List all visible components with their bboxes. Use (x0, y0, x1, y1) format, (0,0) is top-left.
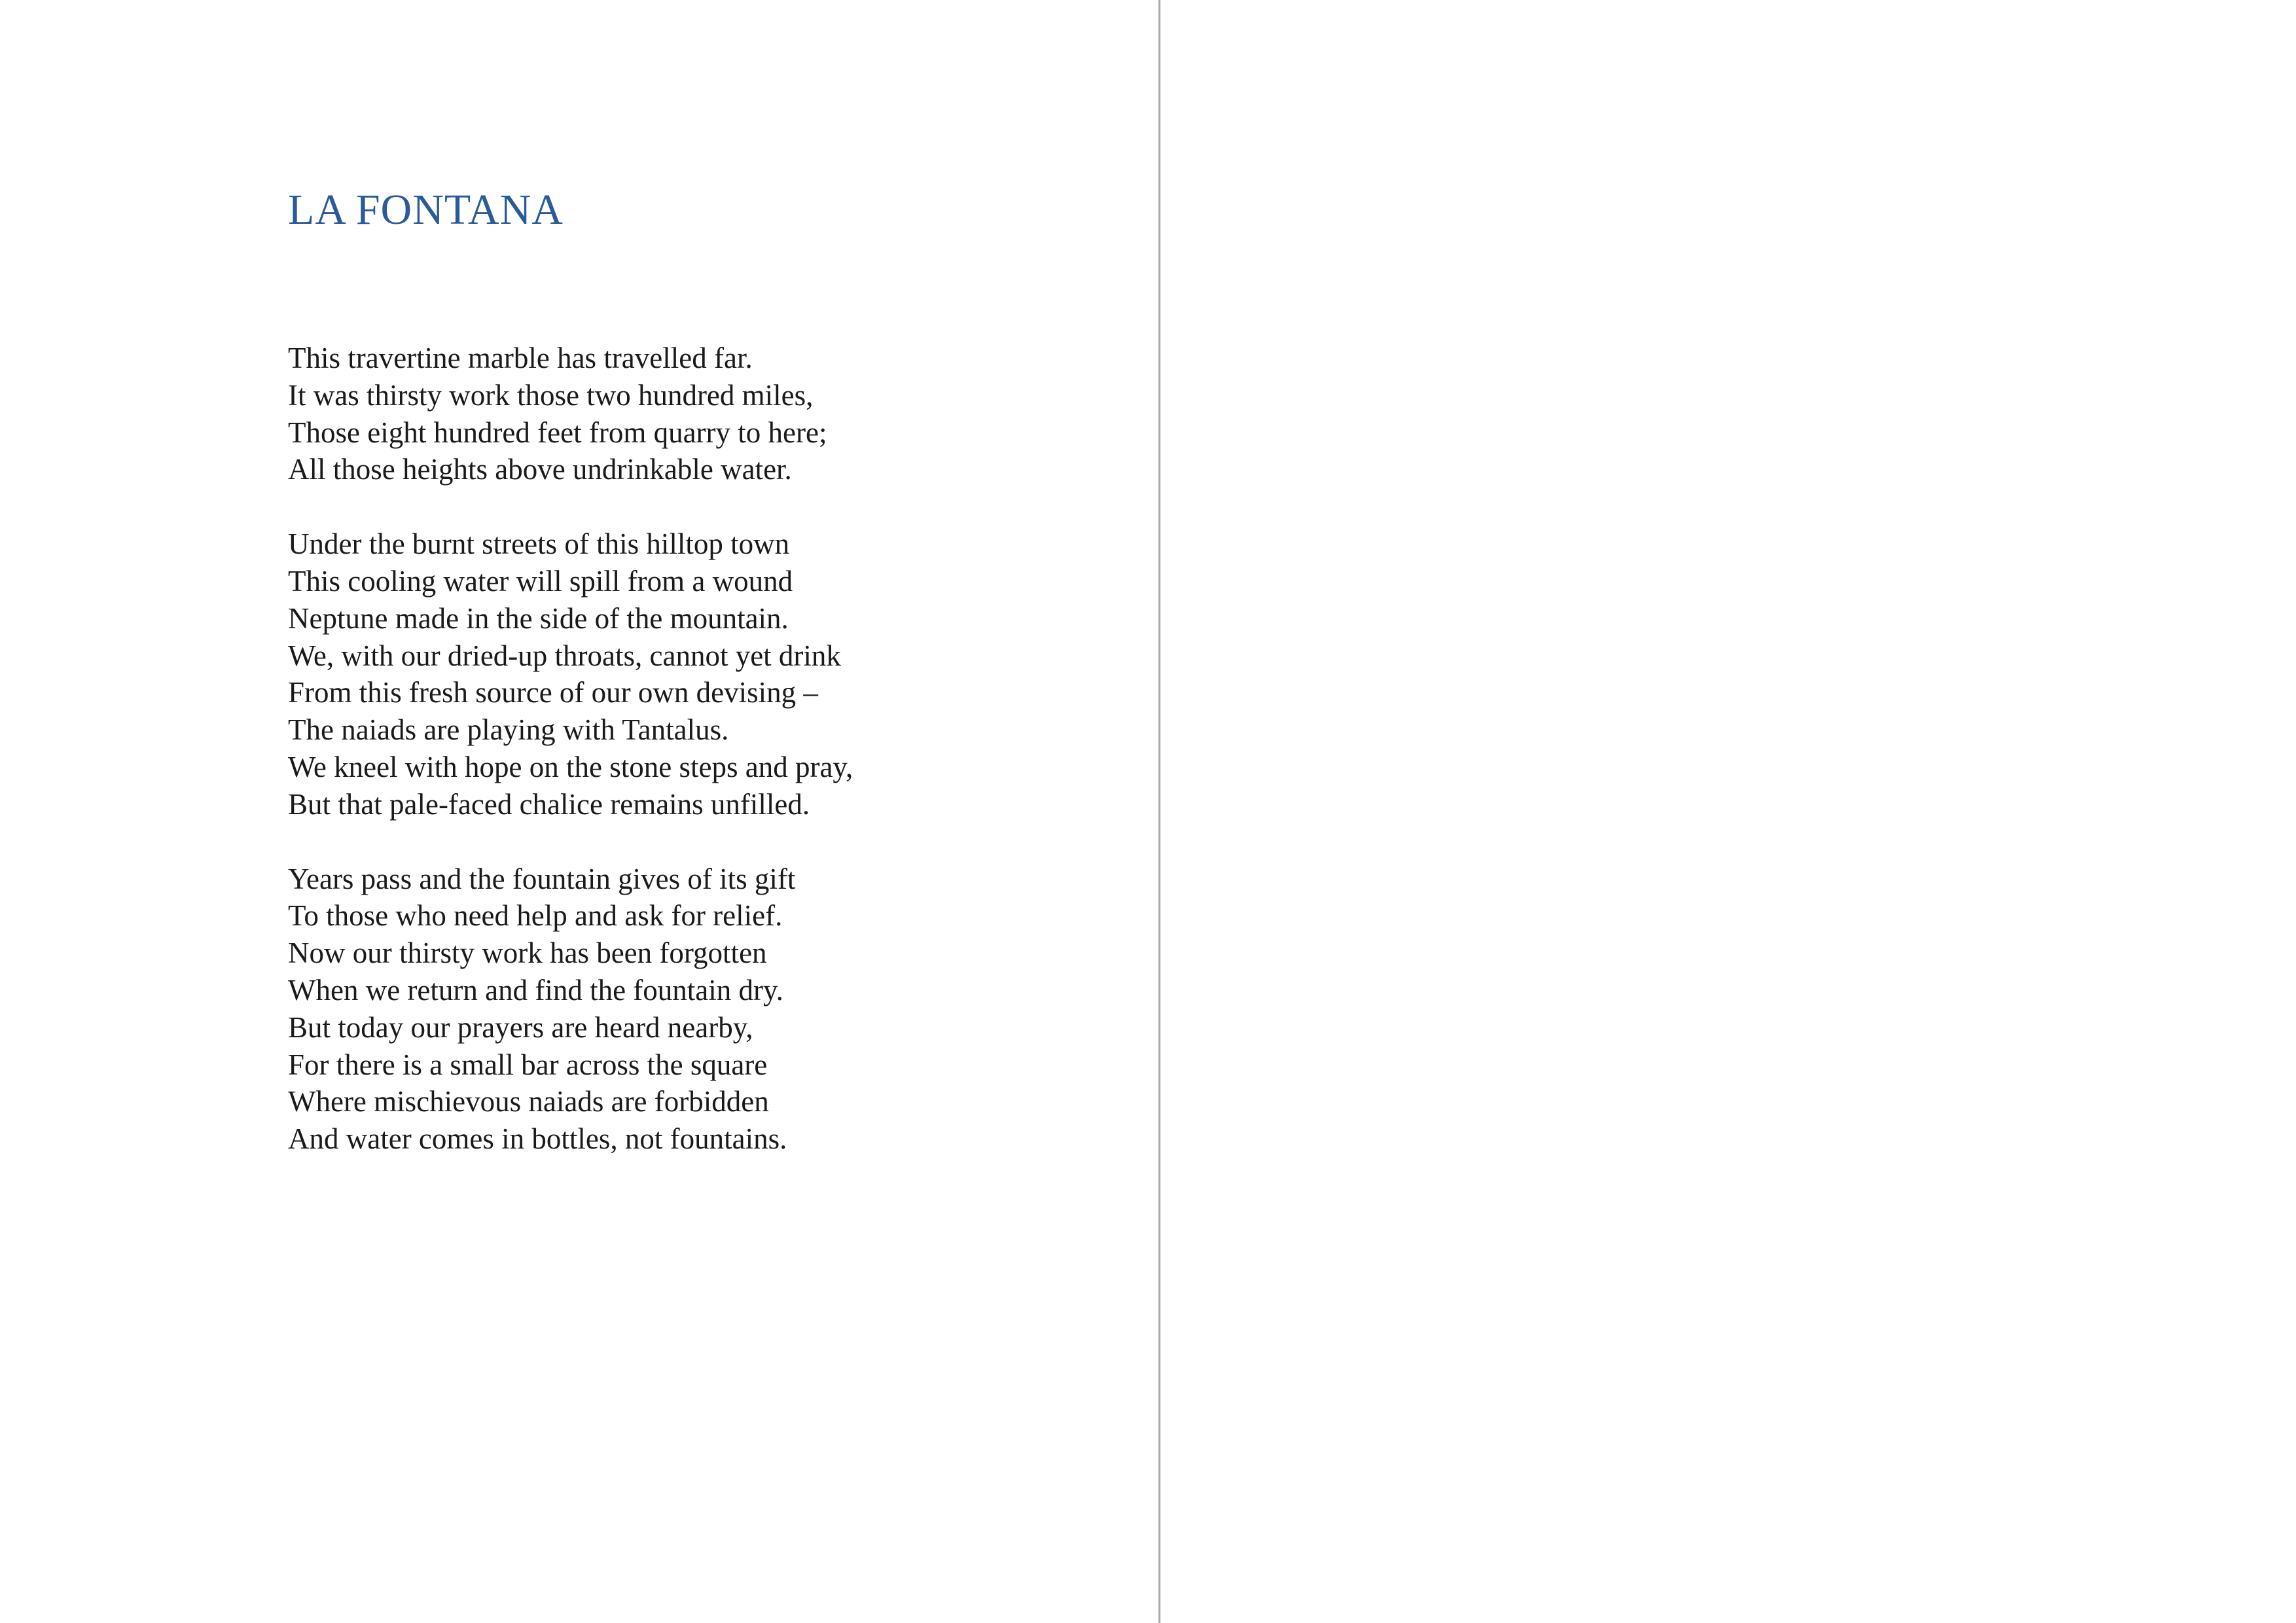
poem-line: Those eight hundred feet from quarry to here; (288, 416, 827, 449)
poem-line: We kneel with hope on the stone steps and pray, (288, 750, 853, 783)
stanza-3 (288, 861, 1008, 1158)
poem-line: Under the burnt streets of this hilltop town (288, 527, 790, 561)
poem-line: This cooling water will spill from a wound (288, 564, 793, 597)
poem-line: Now our thirsty work has been forgotten (288, 936, 767, 970)
poem-line: This travertine marble has travelled far. (288, 342, 753, 374)
poem-line: The naiads are playing with Tantalus. (288, 713, 729, 747)
poem-line: All those heights above undrinkable water. (288, 453, 792, 486)
right-page (1160, 0, 2296, 1623)
stanza-1 (288, 340, 1008, 488)
poem-line: But that pale-faced chalice remains unfilled. (288, 787, 810, 821)
poem-line: From this fresh source of our own devising – (288, 676, 818, 709)
poem-line: Neptune made in the side of the mountain. (288, 601, 789, 635)
poem-body (288, 340, 1008, 1195)
stanza-2 (288, 526, 1008, 823)
poem-line: For there is a small bar across the square (288, 1048, 768, 1081)
poem-line: It was thirsty work those two hundred miles, (288, 378, 814, 412)
poem-line: To those who need help and ask for relief. (288, 899, 783, 933)
poem-line: Years pass and the fountain gives of its gift (288, 862, 796, 895)
poem-title: LA FONTANA (288, 186, 564, 234)
poem-line: And water comes in bottles, not fountains. (288, 1122, 787, 1156)
poem-line: But today our prayers are heard nearby, (288, 1010, 753, 1044)
poem-line: We, with our dried-up throats, cannot yet drink (288, 639, 841, 672)
poem-line: When we return and find the fountain dry. (288, 973, 783, 1007)
poem-line: Where mischievous naiads are forbidden (288, 1085, 769, 1118)
